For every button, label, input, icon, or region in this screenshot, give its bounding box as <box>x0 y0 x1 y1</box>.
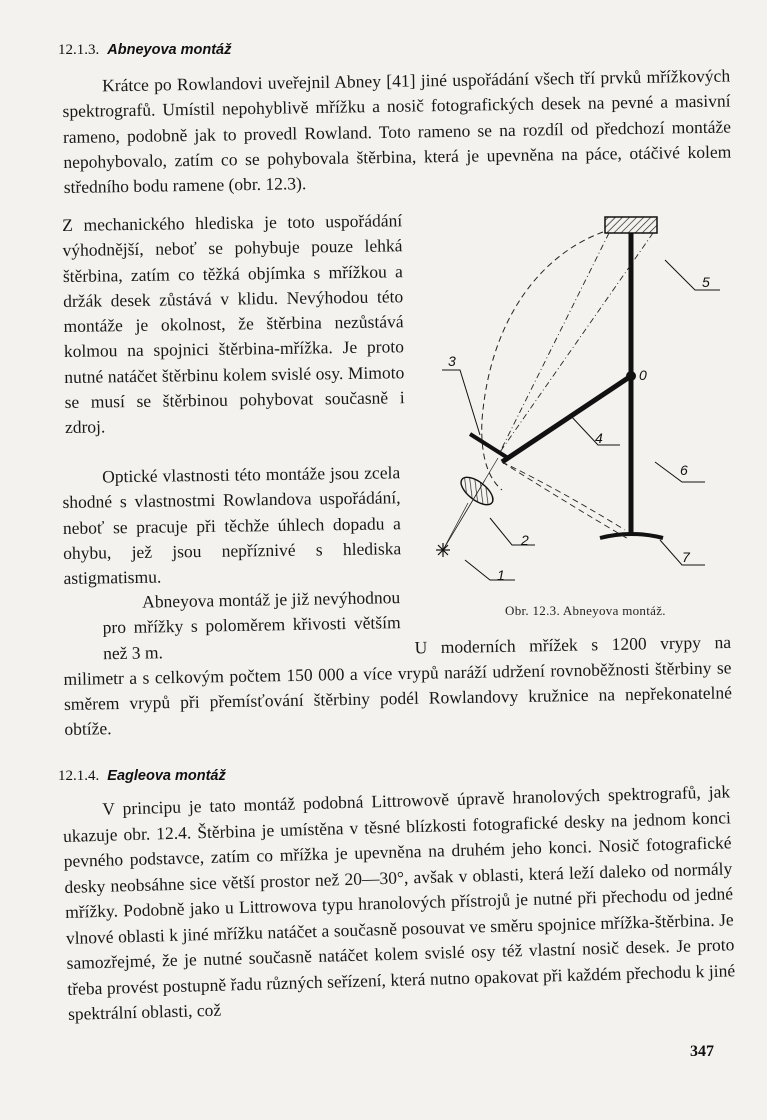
section-number: 12.1.4. <box>58 768 100 784</box>
page-number: 347 <box>690 1043 714 1060</box>
paragraph-limitations-first: Abneyova montáž je již nevýhodnou pro mřížky s poloměrem křivosti větším než 3 m. <box>102 587 401 663</box>
label-4: 4 <box>595 430 603 446</box>
light-source <box>436 543 450 557</box>
slit <box>470 434 508 458</box>
label-6: 6 <box>680 462 688 478</box>
paragraph-eagle: V principu je tato montáž podobná Littrowově úpravě hranolových spektrografů, jak ukazuje obr. 12.4. Štěrbina je umístěna v těsné blízkosti fotografické desky na jednom konci pevného podstavce, zatím co mřížka je upevněna na druhém jeho konci. Nosič fotografické desky neobsáhne sice větší prostor než 20—30°, avšak v oblasti, která leží daleko od normály mřížky. Podobně jako u Littrowova typu hranolových přístrojů je nutné při přechodu od jedné vlnové oblasti k jiné mřížku natáčet a současně posouvat ve směru spojnice mřížka-štěrbina. Je samozřejmé, že je nutné současně natáčet kolem svislé osy též vlastní nosič desek. Je proto třeba provést postupně řadu různých seřízení, která nutno opakovat při každém přechodu k jiné spektrální oblasti, což <box>62 781 736 1024</box>
section-title: Abneyova montáž <box>107 42 232 58</box>
section-heading-12-1-3 <box>58 42 231 59</box>
figure-abney-mount <box>420 200 750 630</box>
paragraph-mechanical: Z mechanického hlediska je toto uspořádání výhodnější, neboť se pohybuje pouze lehká štěrbina, zatím co těžká objímka s mřížkou a držák desek zůstává v klidu. Nevýhodou této montáže je okolnost, že štěrbina nezůstává kolmou na spojnici štěrbina-mřížka. Je proto nutné natáčet štěrbinu kolem svislé osy. Mimoto se musí se štěrbinou pohybovat současně i zdroj. <box>62 210 405 438</box>
figure-caption: Obr. 12.3. Abneyova montáž. <box>505 603 666 618</box>
label-2: 2 <box>521 532 529 548</box>
paragraph-optical: Optické vlastnosti této montáže jsou zcela shodné s vlastnostmi Rowlandova uspořádání, neboť se pracuje při těchže úhlech dopadu a ohybu, jež jsou nepříznivé s hlediska astigmatismu. <box>62 462 402 589</box>
section-title: Eagleova montáž <box>107 768 226 784</box>
label-0: 0 <box>639 367 647 383</box>
photographic-plate <box>600 534 663 538</box>
section-number: 12.1.3. <box>58 42 100 58</box>
lever-arm <box>502 376 631 462</box>
section-heading-12-1-4 <box>58 768 226 785</box>
label-3: 3 <box>448 353 456 369</box>
label-7: 7 <box>682 549 690 565</box>
label-5: 5 <box>702 274 710 290</box>
pivot-point <box>626 371 636 381</box>
label-1: 1 <box>497 567 505 583</box>
paragraph-intro: Krátce po Rowlandovi uveřejnil Abney [41] jiné uspořádání všech tří prvků mřížkových spektrografů. Umístil nepohyblivě mřížku a nosič fotografických desek na pevné a masivní rameno, podobně jak to provedl Rowland. Toto rameno se na rozdíl od předchozí montáže nepohybovalo, zatím co se pohybovala štěrbina, která je upevněna na páce, otáčivé kolem středního bodu ramene (obr. 12.3). <box>62 65 732 198</box>
grating-holder <box>605 217 657 233</box>
paragraph-limitations-rest: U moderních mřížek s 1200 vrypy na milimetr a s celkovým počtem 150 000 a více vrypů naráží udržení rovnoběžnosti štěrbiny se směrem vrypů při přemísťování štěrbiny podél Rowlandovy kružnice na nepřekonatelné obtíže. <box>63 631 733 740</box>
